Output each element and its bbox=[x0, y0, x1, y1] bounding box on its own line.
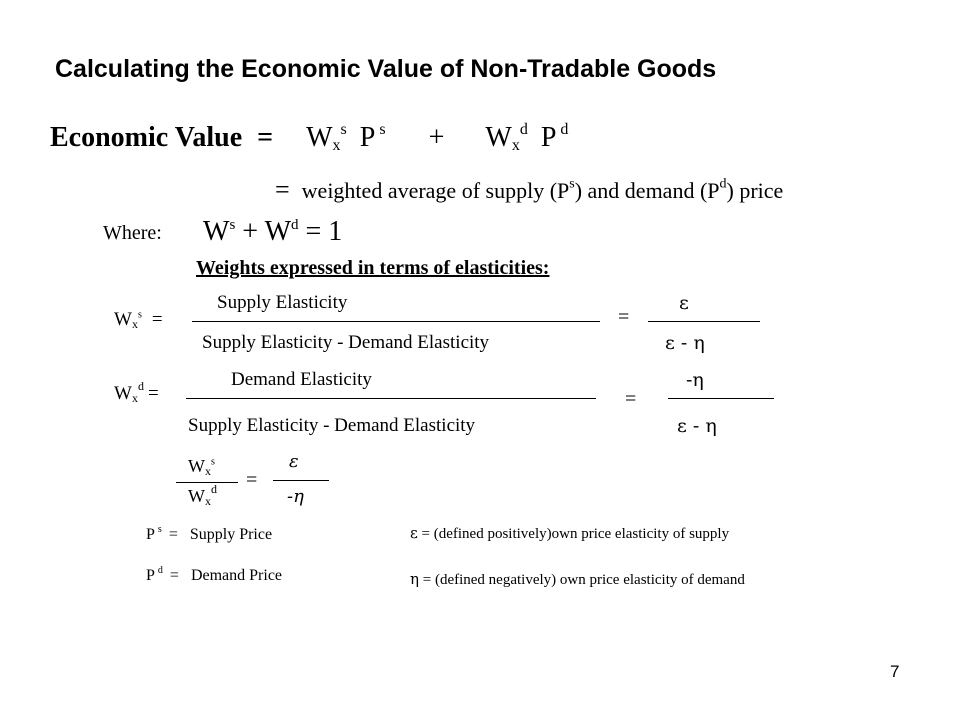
ratio-denominator: $W_x^d$ bbox=[188, 482, 217, 508]
supply-sym-denominator: ε - η bbox=[665, 332, 705, 354]
demand-price-definition: P $^d$ = Demand Price bbox=[146, 564, 283, 584]
demand-denominator: Supply Elasticity - Demand Elasticity bbox=[188, 415, 476, 436]
wxd-label: $W_x^d$ = bbox=[114, 379, 159, 405]
ratio-bar bbox=[176, 482, 238, 483]
demand-numerator: Demand Elasticity bbox=[231, 369, 372, 390]
weights-heading: Weights expressed in terms of elasticities: bbox=[196, 257, 550, 279]
ratio-sym-bar bbox=[273, 480, 329, 481]
wxs-label: $W_x^s$ = bbox=[114, 309, 163, 331]
wd-term: $W_x^d$ bbox=[485, 121, 528, 154]
supply-denominator: Supply Elasticity - Demand Elasticity bbox=[202, 332, 490, 353]
page-number: 7 bbox=[890, 662, 900, 681]
slide-title: Calculating the Economic Value of Non-Tradable Goods bbox=[55, 55, 717, 83]
weighted-average-line: = weighted average of supply $(P^s)$ and demand $(P^d)$ price bbox=[275, 175, 784, 204]
supply-numerator: Supply Elasticity bbox=[217, 292, 348, 313]
ratio-eta: -η bbox=[287, 486, 304, 507]
weighted-text-1: weighted average of supply (P bbox=[301, 178, 570, 203]
ratio-epsilon: ε bbox=[289, 451, 299, 472]
equals-sign: = bbox=[257, 122, 274, 153]
epsilon-numerator: ε bbox=[679, 292, 689, 314]
demand-equals-2: = bbox=[625, 388, 637, 410]
eta-numerator: -η bbox=[686, 369, 704, 391]
demand-sym-bar bbox=[668, 398, 774, 399]
supply-sym-bar bbox=[648, 321, 760, 322]
weighted-equals: = bbox=[275, 175, 290, 204]
epsilon-definition: ε = (defined positively)own price elasticity of supply bbox=[410, 524, 730, 542]
main-equation bbox=[50, 122, 568, 154]
demand-fraction-bar bbox=[186, 398, 596, 399]
weighted-text-2: ) and demand (P bbox=[574, 178, 720, 203]
plus-sign: + bbox=[428, 122, 445, 153]
pd-term: P $^d$ bbox=[540, 121, 569, 153]
weighted-text-3: ) price bbox=[726, 178, 784, 203]
weights-sum-equation: $W^s + W^d = 1$ bbox=[203, 216, 343, 247]
demand-sym-denominator: ε - η bbox=[677, 415, 717, 437]
ratio-numerator: $W_x^s$ bbox=[188, 456, 215, 478]
supply-equals-2: = bbox=[618, 306, 630, 328]
supply-price-definition: P $^s$ = Supply Price bbox=[146, 523, 273, 543]
eta-definition: η = (defined negatively) own price elasticity of demand bbox=[410, 570, 745, 588]
ps-term: P $^s$ bbox=[359, 121, 386, 153]
economic-value-label: Economic Value bbox=[50, 122, 243, 153]
supply-fraction-bar bbox=[192, 321, 600, 322]
ws-term: $W_x^s$ bbox=[306, 121, 347, 154]
where-label: Where: bbox=[103, 222, 162, 244]
ratio-equals: = bbox=[246, 469, 258, 491]
